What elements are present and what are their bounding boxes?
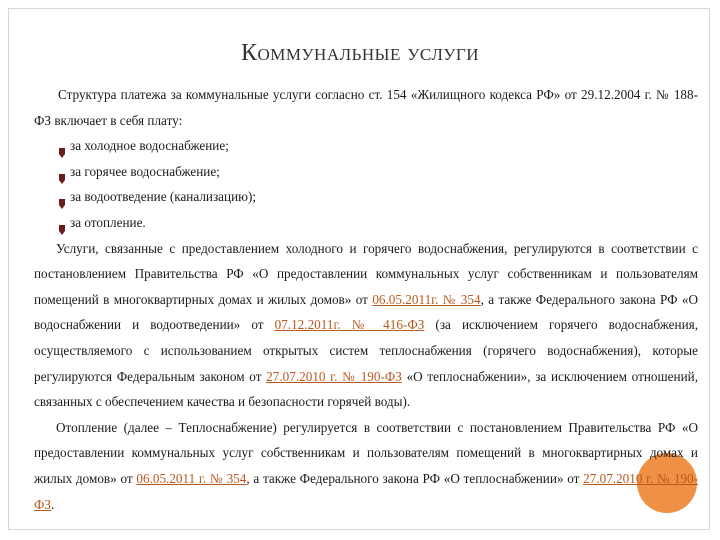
law-190-link[interactable]: 27.07.2010 г. № 190-ФЗ: [266, 368, 402, 384]
slide-body: [34, 82, 698, 517]
list-item: [34, 159, 698, 185]
heating-paragraph: [34, 415, 698, 517]
law-416-link[interactable]: 07.12.2011г. № 416-ФЗ: [274, 317, 425, 333]
list-item: [34, 184, 698, 210]
ribbon-bullet-icon: [58, 192, 66, 202]
list-item-text: за водоотведение (канализацию);: [70, 189, 257, 205]
text-run: .: [51, 496, 55, 512]
page-title: Коммунальные услуги: [240, 40, 479, 66]
ribbon-bullet-icon: [58, 218, 66, 228]
law-190-link[interactable]: 27.07.2010 г. № 190-ФЗ: [34, 470, 698, 512]
text-run: (за исключением горячего водоснабжения, осуществляемого с использованием открытых систем теплоснабжения (горячего водоснабжения), которые регулируются Федеральным законом от: [34, 317, 699, 384]
text-run: , а также Федерального закона РФ «О теплоснабжении» от: [246, 470, 584, 486]
text-run: Услуги, связанные с предоставлением холодного и горячего водоснабжения, регулируются в соответствии с постановлением Правительства РФ «О предоставлении коммунальных услуг собственникам и пользователям помещений в многоквартирных домах и жилых домов» от: [34, 240, 698, 307]
decree-354-link[interactable]: 06.05.2011 г. № 354: [136, 470, 247, 486]
list-item-text: за отопление.: [70, 214, 146, 230]
water-supply-paragraph: [34, 236, 698, 415]
text-run: «О теплоснабжении», за исключением отношений, связанных с обеспечением качества и безопасности горячей воды).: [34, 368, 698, 410]
text-run: Отопление (далее – Теплоснабжение) регулируется в соответствии с постановлением Правительства РФ «О предоставлении коммунальных услуг собственникам и пользователям помещений в многоквартирных домах и жилых домов» от: [34, 419, 698, 486]
intro-paragraph: Структура платежа за коммунальные услуги согласно ст. 154 «Жилищного кодекса РФ» от 29.12.2004 г. № 188-ФЗ включает в себя плату:: [34, 87, 698, 128]
services-list: [34, 133, 698, 235]
ribbon-bullet-icon: [58, 141, 66, 151]
ribbon-bullet-icon: [58, 167, 66, 177]
list-item: [34, 133, 698, 159]
list-item: [34, 210, 698, 236]
decree-354-link[interactable]: 06.05.2011г. № 354: [372, 291, 481, 307]
text-run: , а также Федерального закона РФ «О водоснабжении и водоотведении» от: [34, 291, 699, 333]
list-item-text: за горячее водоснабжение;: [70, 163, 220, 179]
list-item-text: за холодное водоснабжение;: [70, 138, 229, 154]
